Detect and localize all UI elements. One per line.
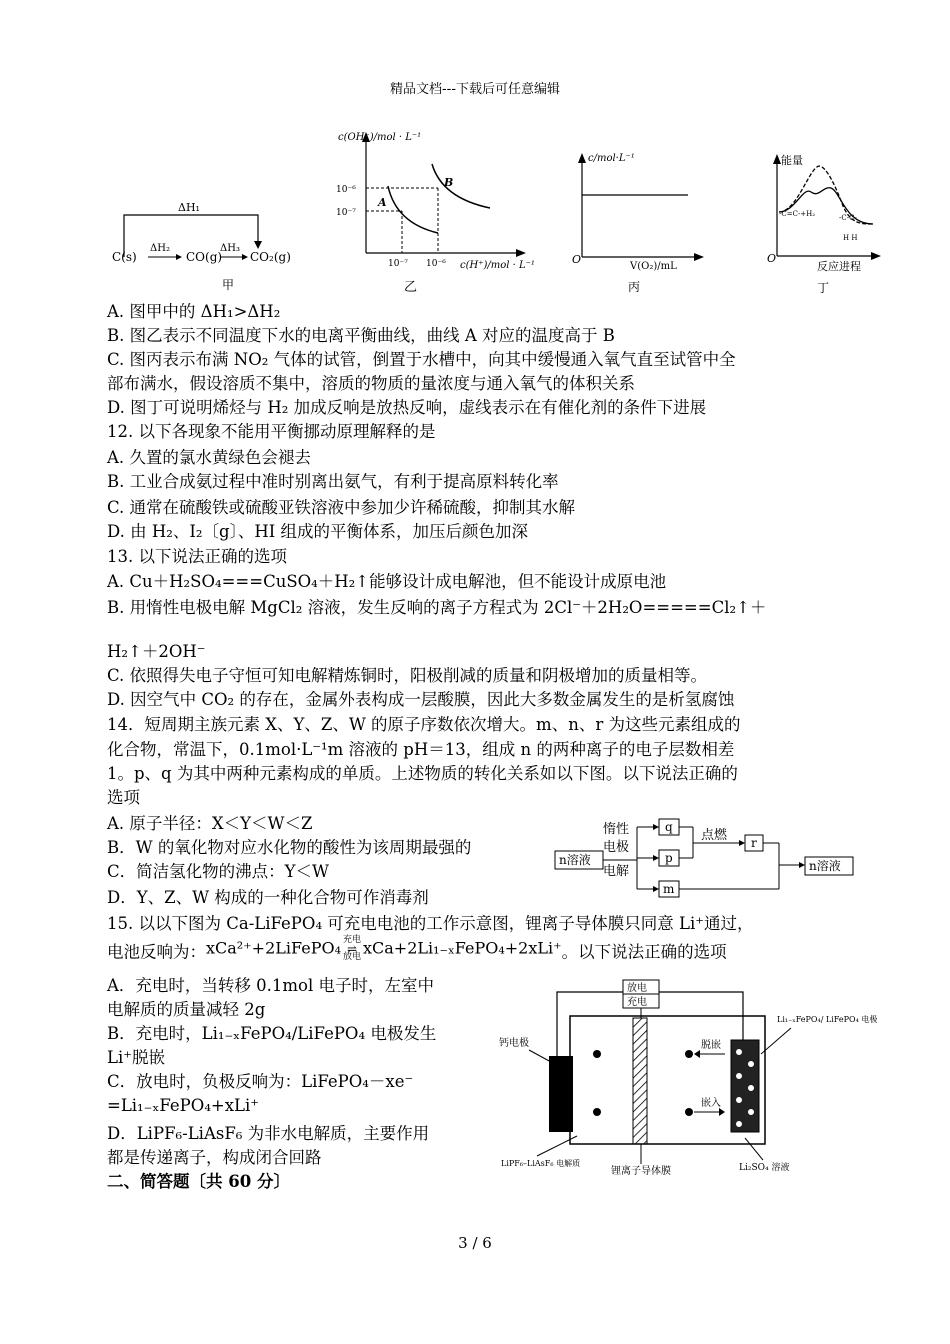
curve-b: B: [444, 176, 454, 189]
q12-stem: 12. 以下各现象不能用平衡挪动原理解释的是: [107, 422, 436, 441]
q14-stem-2: 化合物，常温下，0.1mol·L⁻¹m 溶液的 pH＝13，组成 n 的两种离子的电子层数相差: [107, 740, 735, 759]
flow-inert: 惰性: [603, 822, 630, 837]
eq-right: xCa+2Li₁₋ₓFePO₄+2xLi⁺: [363, 938, 562, 958]
yi-y1: 10⁻⁶: [336, 185, 356, 195]
section-title: 二、简答题〔共 60 分〕: [107, 1172, 290, 1191]
cs-label: C(s): [112, 250, 137, 264]
svg-text:-C=C-+H₂: -C=C-+H₂: [779, 210, 816, 218]
yi-y2: 10⁻⁷: [336, 208, 356, 218]
yi-x2: 10⁻⁶: [426, 259, 446, 269]
battery-deintercalate: 脱嵌: [701, 1040, 721, 1051]
flow-n-solution: n溶液: [559, 853, 591, 867]
q11-option-a: A. 图甲中的 ΔH₁>ΔH₂: [107, 302, 281, 321]
q11-option-c: C. 图丙表示布满 NO₂ 气体的试管，倒置于水槽中，向其中缓慢通入氧气直至试管中全: [107, 350, 736, 369]
q13-option-d: D. 因空气中 CO₂ 的存在，金属外表构成一层酸膜，因此大多数金属发生的是析氢腐蚀: [107, 690, 735, 709]
bing-ylabel: c/mol·L⁻¹: [588, 153, 635, 164]
svg-text:H H: H H: [843, 234, 858, 242]
q15-option-b-cont: Li⁺脱嵌: [107, 1048, 165, 1067]
q15-option-c-cont: =Li₁₋ₓFePO₄+xLi⁺: [107, 1096, 260, 1115]
q14-option-b: B．W 的氧化物对应水化物的酸性为该周期最强的: [107, 838, 472, 857]
bing-xlabel: V(O₂)/mL: [630, 261, 677, 272]
dh1-label: ΔH₁: [178, 201, 200, 214]
flow-electrode: 电极: [603, 840, 630, 855]
q14-stem-1: 14．短周期主族元素 X、Y、Z、W 的原子序数依次增大。m、n、r 为这些元素组成的: [107, 715, 741, 734]
co-label: CO(g): [186, 250, 223, 264]
flow-p: p: [665, 851, 673, 865]
q14-option-a: A. 原子半径：X＜Y＜W＜Z: [107, 814, 313, 833]
q12-option-b: B. 工业合成氨过程中准时别离出氨气，有利于提高原料转化率: [107, 472, 559, 491]
q11-option-d: D. 图丁可说明烯烃与 H₂ 加成反响是放热反响，虚线表示在有催化剂的条件下进展: [107, 398, 707, 417]
page-footer: 3 / 6: [458, 1234, 492, 1252]
yi-xlabel: c(H⁺)/mol · L⁻¹: [460, 260, 535, 271]
battery-left-electrolyte: LiPF₆–LiAsF₆ 电解质: [501, 1159, 581, 1168]
eq-left: xCa²⁺+2LiFePO₄: [206, 938, 341, 958]
q14-option-d: D．Y、Z、W 构成的一种化合物可作消毒剂: [107, 888, 429, 907]
q13-option-b-cont: H₂↑＋2OH⁻: [107, 642, 206, 661]
q15-option-b: B．充电时，Li₁₋ₓFePO₄/LiFePO₄ 电极发生: [107, 1024, 437, 1043]
q15-stem-2: [107, 935, 727, 966]
figure-yi: [330, 128, 555, 298]
caption-bing: 丙: [628, 280, 641, 294]
q15-stem-1: 15. 以以下图为 Ca-LiFePO₄ 可充电电池的工作示意图，锂离子导体膜只同意 Li⁺通过，: [107, 914, 754, 933]
q12-option-a: A. 久置的氯水黄绿色会褪去: [107, 448, 311, 467]
battery-ca-electrode: 钙电极: [499, 1038, 529, 1049]
q15-option-c: C．放电时，负极反响为：LiFePO₄－xe⁻: [107, 1072, 414, 1091]
q13-option-a: A. Cu＋H₂SO₄===CuSO₄＋H₂↑能够设计成电解池，但不能设计成原电池: [107, 572, 667, 591]
curve-a: A: [378, 196, 387, 209]
q11-option-c-cont: 部布满水，假设溶质不集中，溶质的物质的量浓度与通入氧气的体积关系: [107, 374, 635, 393]
caption-jia: 甲: [222, 278, 235, 292]
ding-ylabel: 能量: [781, 154, 803, 167]
q15-option-a-cont: 电解质的质量减轻 2g: [107, 1000, 266, 1019]
figure-bing: [568, 145, 708, 295]
flow-m: m: [663, 882, 675, 896]
battery-membrane: 锂离子导体膜: [611, 1166, 671, 1177]
page-header: 精品文档---下载后可任意编辑: [389, 82, 561, 97]
yi-x1: 10⁻⁷: [388, 259, 408, 269]
flow-n-output: n溶液: [809, 859, 841, 873]
figure-ding: [765, 150, 890, 295]
battery-intercalate: 嵌入: [701, 1098, 721, 1109]
eq-charge: 充电: [342, 935, 361, 945]
flow-diagram: [553, 815, 858, 905]
figure-jia: [110, 195, 310, 295]
battery-right-electrode: Li₁₋ₓFePO₄/ LiFePO₄ 电极: [777, 1015, 878, 1024]
q14-option-c: C．简洁氢化物的沸点：Y＜W: [107, 862, 329, 881]
battery-discharge: 放电: [627, 983, 647, 994]
caption-yi: 乙: [404, 280, 418, 295]
flow-q: q: [665, 820, 673, 834]
q15-option-d-cont: 都是传递离子，构成闭合回路: [107, 1148, 322, 1167]
yi-ylabel: c(OH⁻)/mol · L⁻¹: [338, 132, 422, 143]
dh3-label: ΔH₃: [220, 243, 240, 254]
q14-stem-4: 选项: [107, 788, 140, 807]
q13-option-c: C. 依照得失电子守恒可知电解精炼铜时，阳极削减的质量和阴极增加的质量相等。: [107, 666, 708, 685]
q12-option-d: D. 由 H₂、I₂〔g〕、HI 组成的平衡体系，加压后颜色加深: [107, 522, 528, 541]
dh2-label: ΔH₂: [150, 243, 170, 254]
flow-r: r: [751, 836, 757, 850]
q13-stem: 13. 以下说法正确的选项: [107, 547, 287, 566]
q12-option-c: C. 通常在硫酸铁或硫酸亚铁溶液中参加少许稀硫酸，抑制其水解: [107, 498, 576, 517]
battery-equation: xCa²⁺+2LiFePO₄ 充电 ⇌ 放电 xCa+2Li₁₋ₓFePO₄+2xLi⁺: [206, 935, 562, 962]
flow-ignite: 点燃: [701, 828, 728, 843]
eq-discharge: 放电: [342, 952, 361, 962]
battery-diagram: [495, 978, 878, 1190]
q14-stem-3: 1。p、q 为其中两种元素构成的单质。上述物质的转化关系如以下图。以下说法正确的: [107, 764, 738, 783]
q15-stem-prefix: 电池反响为：: [107, 942, 206, 962]
svg-text:-C-C-: -C-C-: [839, 214, 857, 222]
ding-xlabel: 反应进程: [817, 260, 861, 273]
q13-option-b: B. 用惰性电极电解 MgCl₂ 溶液，发生反响的离子方程式为 2Cl⁻＋2H₂O=====Cl₂↑＋: [107, 598, 767, 617]
battery-charge: 充电: [627, 997, 647, 1008]
q15-stem-suffix: 。以下说法正确的选项: [561, 942, 727, 962]
caption-ding: 丁: [817, 281, 830, 295]
co2-label: CO₂(g): [250, 250, 291, 264]
q15-option-a: A．充电时，当转移 0.1mol 电子时，左室中: [107, 976, 435, 995]
bing-origin: O: [572, 253, 582, 266]
q11-option-b: B. 图乙表示不同温度下水的电离平衡曲线，曲线 A 对应的温度高于 B: [107, 326, 615, 345]
battery-right-solution: Li₂SO₄ 溶液: [739, 1163, 790, 1173]
flow-electrolysis: 电解: [603, 864, 630, 879]
q15-option-d: D．LiPF₆-LiAsF₆ 为非水电解质，主要作用: [107, 1124, 430, 1143]
ding-origin: O: [767, 252, 777, 265]
